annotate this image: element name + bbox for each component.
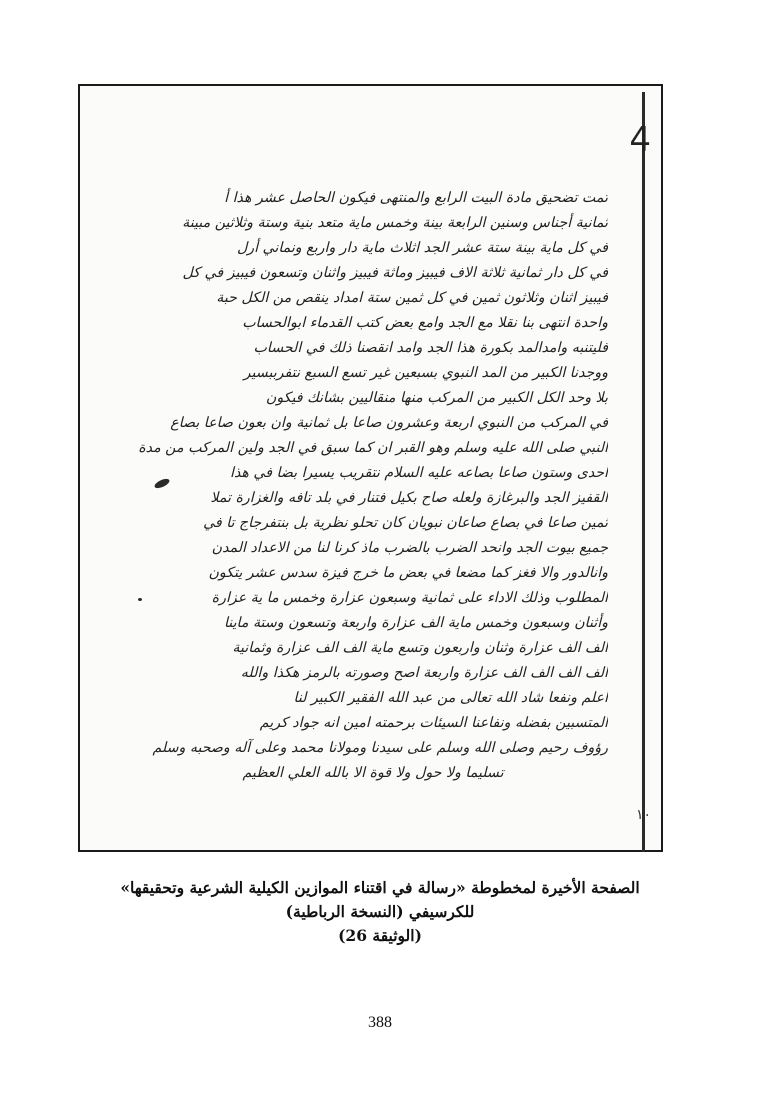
manuscript-line: فليتنبه وامدالمد بكورة هذا الجد وامد انقصنا ذلك في الحساب [253, 340, 608, 356]
manuscript-line: في كل دار ثمانية ثلاثة الاف فيبيز وماثة فيبيز واثنان وتسعون فيبيز في كل [182, 265, 608, 281]
figure-caption [0, 876, 760, 948]
manuscript-line: ثمانية أجناس وسنين الرابعة بينة وخمس ماية متعد بنية وستة وثلاثين مبينة [182, 215, 608, 231]
manuscript-line: تمت تضحيق مادة البيت الرابع والمنتهى فيكون الحاصل عشر هذا أ [224, 190, 608, 206]
ink-speck [138, 598, 142, 601]
manuscript-line: ثمين صاعا في بصاع صاعان نبويان كان تحلو نظرية بل بنتفرجاج تا في [203, 515, 608, 531]
manuscript-text [138, 186, 608, 786]
manuscript-page-number: 4 [629, 120, 651, 160]
manuscript-line: اعلم ونفعا شاد الله تعالى من عبد الله الفقير الكبير لنا [293, 690, 608, 706]
manuscript-line: وأثنان وسبعون وخمس ماية الف عزارة واربعة وتسعون وستة ماينا [223, 615, 608, 631]
manuscript-line: المتسبين بفضله ونفاعنا السيئات برحمته امين انه جواد كريم [259, 715, 608, 731]
manuscript-line: ووجدنا الكبير من المد النبوي بسبعين غير تسع السبع نتفرببسير [243, 365, 608, 381]
manuscript-line: القفيز الجد والبرغازة ولعله صاح بكيل فتنار في بلد تافه والغزارة تملا [210, 490, 608, 506]
manuscript-line: الف الف عزارة وثنان واربعون وتسع ماية الف الف عزارة وثمانية [232, 640, 608, 656]
manuscript-line: الف الف الف الف عزارة واربعة اصح وصورته بالرمز هكذا والله [240, 665, 608, 681]
manuscript-line: وانالدور والا فغز كما مضعا في بعض ما خرج فيزة سدس عشر يتكون [208, 565, 608, 581]
caption-title: الصفحة الأخيرة لمخطوطة «رسالة في اقتناء الموازين الكيلية الشرعية وتحقيقها» [120, 878, 640, 897]
page-number: 388 [368, 1014, 392, 1031]
page-fold-line [642, 92, 645, 852]
manuscript-line: بلا وحد الكل الكبير من المركب منها منقاليين بشانك فيكون [265, 390, 608, 406]
manuscript-line: المطلوب وذلك الاداء على ثمانية وسبعون عزارة وخمس ما ية عزارة [211, 590, 608, 606]
manuscript-line: فيبيز اثنان وثلاثون ثمين في كل ثمين ستة امداد ينقص من الكل حبة [216, 290, 608, 306]
manuscript-line: احدى وستون صاعا بصاعه عليه السلام نتقريب يسيرا بضا في هذا [230, 465, 608, 481]
manuscript-line: في كل ماية بينة ستة عشر الجد اثلاث ماية دار واربع ونماني أرل [236, 240, 608, 256]
caption-author: للكرسيفي (النسخة الرباطية) [285, 902, 475, 921]
manuscript-line: جميع بيوت الجد وانحد الضرب بالضرب ماذ كرنا لنا من الاعداد المدن [211, 540, 608, 556]
manuscript-end-mark: ١٠ [635, 807, 651, 823]
manuscript-line: واحدة انتهى بنا نقلا مع الجد وامع بعض كتب القدماء ابوالحساب [242, 315, 608, 331]
manuscript-scan [78, 84, 663, 852]
manuscript-line: النبي صلى الله عليه وسلم وهو القبر ان كما سبق في الجد ولين المركب من مدة [138, 440, 608, 456]
manuscript-page [98, 86, 673, 861]
manuscript-line: تسليما ولا حول ولا قوة الا بالله العلي العظيم [242, 765, 504, 781]
manuscript-line: في المركب من النبوي اربعة وعشرون صاعا بل ثمانية وان بعون صاعا بصاع [170, 415, 608, 431]
caption-document-number: (الوثيقة 26) [338, 926, 422, 945]
manuscript-line: رؤوف رحيم وصلى الله وسلم على سيدنا ومولانا محمد وعلى آله وصحبه وسلم [152, 740, 608, 756]
